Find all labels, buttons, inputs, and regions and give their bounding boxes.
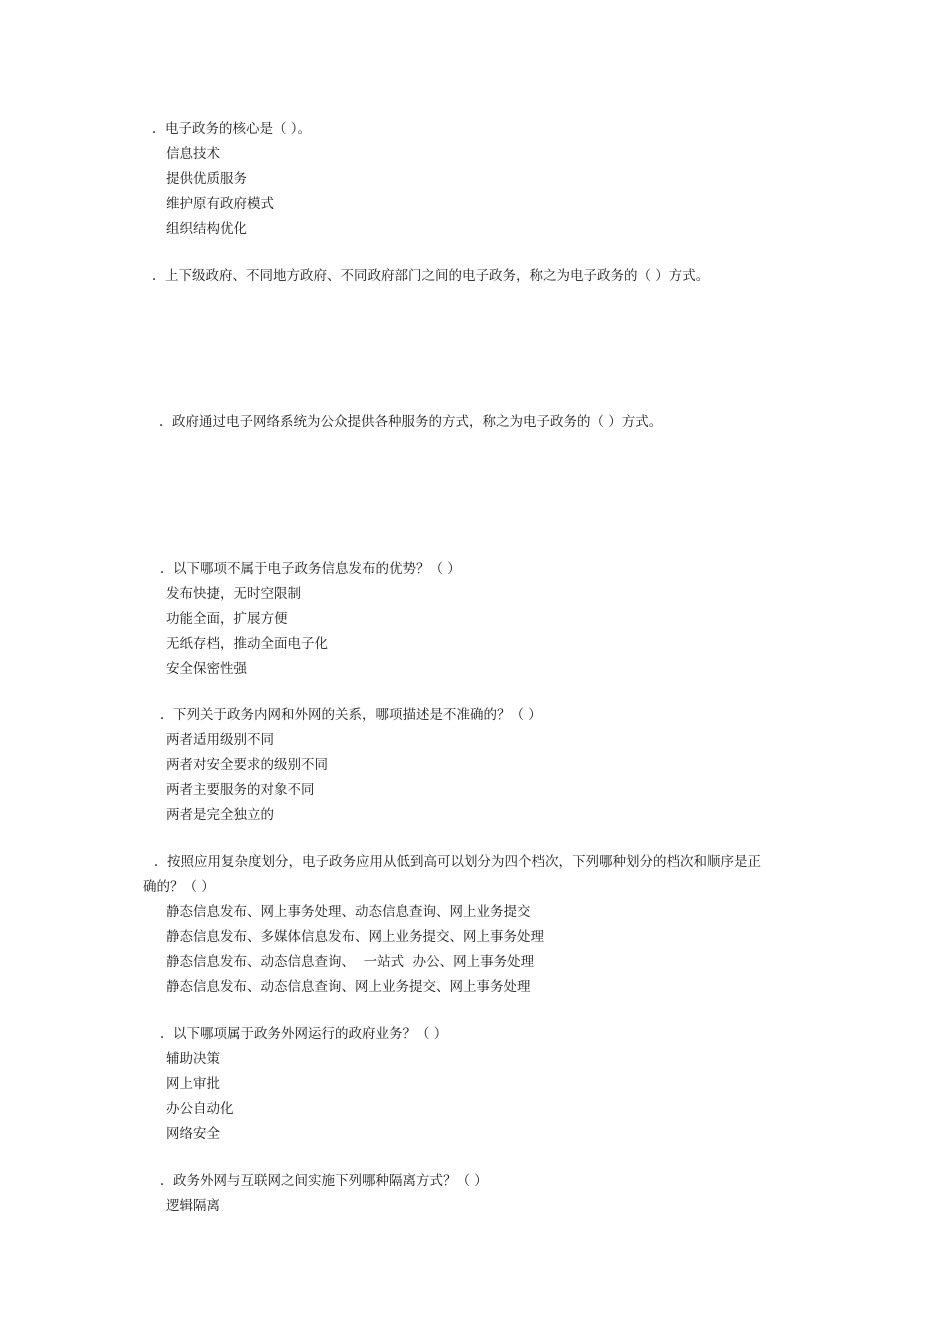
- option-a: 发布快捷，无时空限制: [166, 586, 301, 602]
- option-a: 辅助决策: [166, 1051, 220, 1067]
- question-marker: .: [151, 268, 157, 284]
- question-stem: [150, 410, 830, 435]
- option-a: 静态信息发布、网上事务处理、动态信息查询、网上业务提交: [166, 904, 531, 920]
- option-d: 网络安全: [166, 1126, 220, 1142]
- option-b: 提供优质服务: [166, 171, 247, 187]
- question-text: 以下哪项属于政务外网运行的政府业务？（ ）: [173, 1026, 448, 1042]
- question-stem: [143, 264, 823, 289]
- question-stem: [143, 1022, 823, 1047]
- option-d: 静态信息发布、动态信息查询、网上业务提交、网上事务处理: [166, 979, 531, 995]
- question-text: 电子政务的核心是（ ）。: [165, 121, 312, 137]
- question-text-continuation: 确的？（ ）: [143, 879, 215, 895]
- question-marker: .: [159, 1173, 165, 1189]
- question-3: [150, 410, 830, 435]
- question-stem: [143, 117, 823, 142]
- question-text: 下列关于政务内网和外网的关系，哪项描述是不准确的？（ ）: [173, 707, 542, 723]
- option-b: 两者对安全要求的级别不同: [166, 757, 328, 773]
- option-a: 信息技术: [166, 146, 220, 162]
- question-marker: .: [151, 121, 157, 137]
- question-marker: .: [159, 707, 165, 723]
- option-d: 安全保密性强: [166, 661, 247, 677]
- option-b: 功能全面，扩展方便: [166, 611, 288, 627]
- question-text: 政府通过电子网络系统为公众提供各种服务的方式，称之为电子政务的（ ）方式。: [172, 414, 663, 430]
- question-8: [143, 1169, 823, 1219]
- option-a: 逻辑隔离: [166, 1198, 220, 1214]
- option-c: 静态信息发布、动态信息查询、 一站式 办公、网上事务处理: [166, 954, 535, 970]
- question-marker: .: [159, 1026, 165, 1042]
- question-text: 政务外网与互联网之间实施下列哪种隔离方式？（ ）: [173, 1173, 488, 1189]
- question-stem: [143, 1169, 823, 1194]
- question-stem: [143, 557, 823, 582]
- option-b: 静态信息发布、多媒体信息发布、网上业务提交、网上事务处理: [166, 929, 544, 945]
- option-c: 无纸存档，推动全面电子化: [166, 636, 328, 652]
- question-marker: .: [153, 854, 159, 870]
- question-marker: .: [159, 561, 165, 577]
- question-text: 上下级政府、不同地方政府、不同政府部门之间的电子政务，称之为电子政务的（ ）方式。: [165, 268, 710, 284]
- question-2: [143, 264, 823, 289]
- question-5: [143, 703, 823, 828]
- question-marker: .: [158, 414, 164, 430]
- option-d: 组织结构优化: [166, 221, 247, 237]
- question-stem: [143, 703, 823, 728]
- question-1: [143, 117, 823, 242]
- option-d: 两者是完全独立的: [166, 807, 274, 823]
- question-6: [143, 850, 823, 1000]
- question-stem: [143, 850, 823, 875]
- option-c: 维护原有政府模式: [166, 196, 274, 212]
- option-c: 两者主要服务的对象不同: [166, 782, 315, 798]
- option-b: 网上审批: [166, 1076, 220, 1092]
- option-c: 办公自动化: [166, 1101, 234, 1117]
- question-text: 以下哪项不属于电子政务信息发布的优势？（ ）: [173, 561, 461, 577]
- question-text: 按照应用复杂度划分，电子政务应用从低到高可以划分为四个档次，下列哪种划分的档次和顺序是正: [167, 854, 761, 870]
- question-4: [143, 557, 823, 682]
- option-a: 两者适用级别不同: [166, 732, 274, 748]
- question-7: [143, 1022, 823, 1147]
